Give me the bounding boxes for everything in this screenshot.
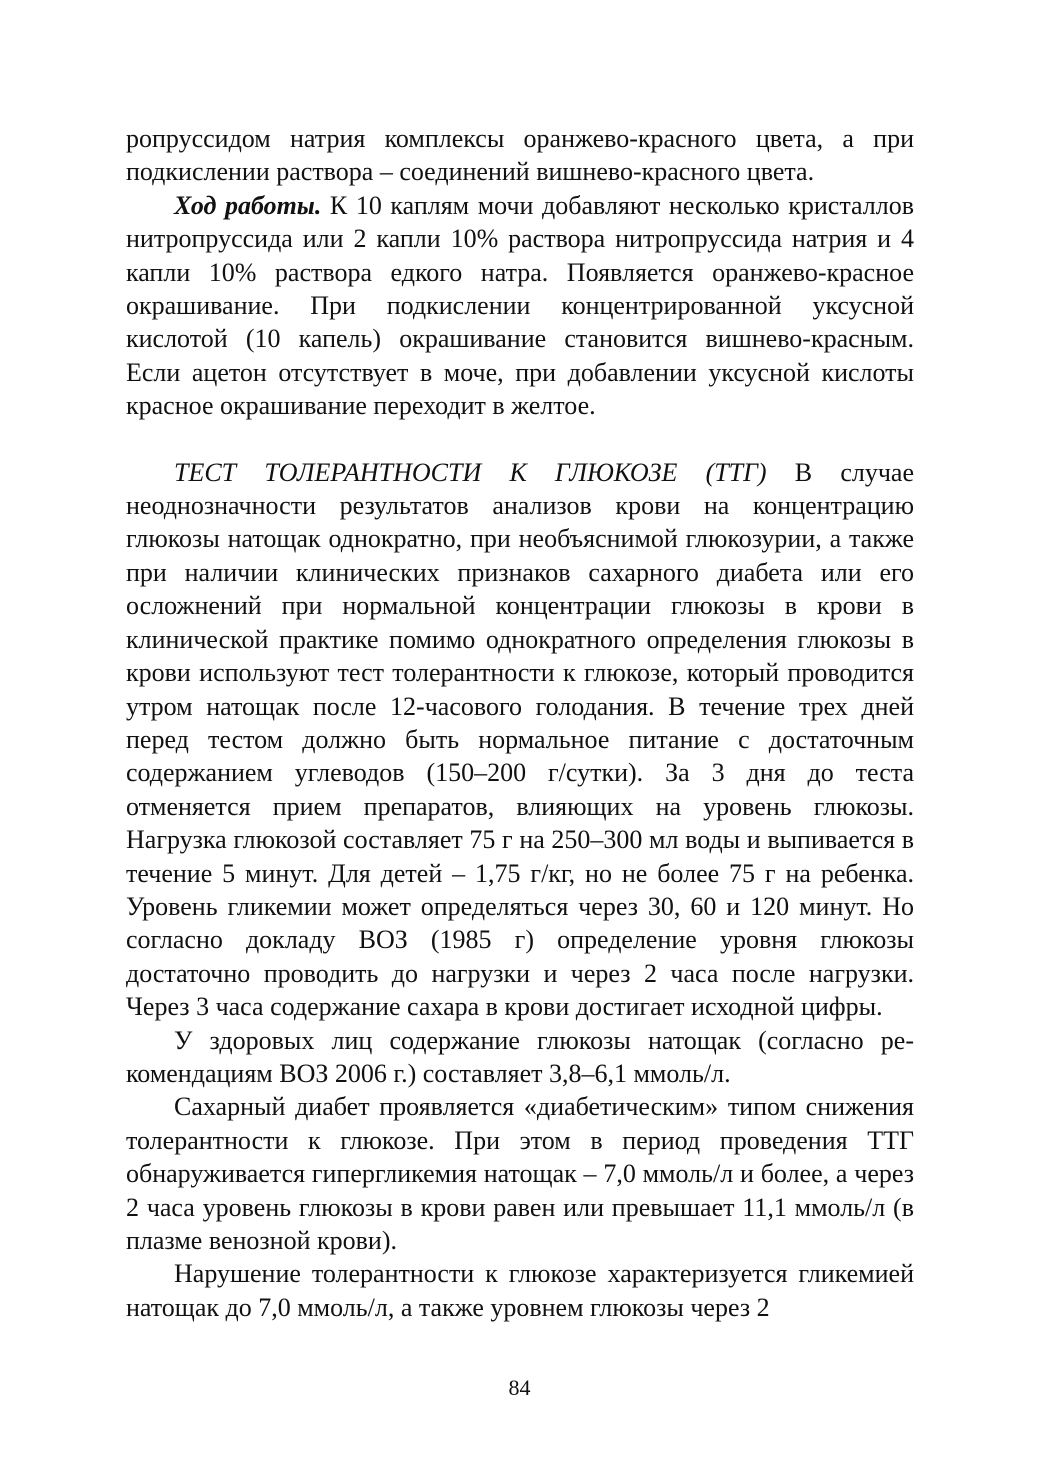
paragraph-impaired-tolerance: Нарушение толерантности к глюкозе характеризуется гликемией натощак до 7,0 ммоль/л, а также уровнем глюкозы через 2 [126, 1259, 914, 1322]
paragraph-continuation: ропруссидом натрия комплексы оранжево-красного цвета, а при подкислении раствора – соединений вишнево-красного цвета. [126, 124, 914, 187]
paragraph-procedure [126, 189, 914, 423]
page-body [126, 122, 914, 1324]
paragraph-diabetes: Сахарный диабет проявляется «диабетическим» типом снижения толерантности к глюкозе. При этом в период проведения ТТГ обнаруживается гипергликемия натощак – 7,0 ммоль/л и более, а через 2 часа уровень глюкозы в крови равен или превышает 11,1 ммоль/л (в плазме венозной крови). [126, 1092, 914, 1255]
paragraph-glucose-tolerance-test [126, 456, 914, 1024]
page-number: 84 [508, 1375, 531, 1400]
paragraph-healthy-norm: У здоровых лиц содержание глюкозы натощак (согласно рекомендациям ВОЗ 2006 г.) составляет 3,8–6,1 ммоль/л. [126, 1025, 914, 1088]
procedure-lead: Ход работы. [174, 190, 322, 220]
section-text: В случае неоднозначности результатов анализов крови на концентрацию глюкозы натощак однократно, при необъяснимой глюкозурии, а также при наличии клинических признаков сахарного диабета или его осложнений при нормальной концентрации глюкозы в крови в клинической практике помимо однократного определения глюкозы в крови используют тест толерантности к глюкозе, который проводится утром натощак после 12-часового голодания. В течение трех дней перед тестом должно быть нормальное питание с достаточным содержанием углеводов (150–200 г/сутки). За 3 дня до теста отменяется прием препаратов, влияющих на уровень глюкозы. Нагрузка глюкозой составляет 75 г на 250–300 мл воды и выпивается в течение 5 минут. Для детей – 1,75 г/кг, но не более 75 г на ребенка. Уровень гликемии может определяться через 30, 60 и 120 минут. Но согласно докладу ВОЗ (1985 г) определение уровня глюкозы достаточно проводить до нагрузки и через 2 часа после нагрузки. Через 3 часа содержание сахара в крови достигает исходной цифры. [126, 457, 914, 1022]
section-heading: ТЕСТ ТОЛЕРАНТНОСТИ К ГЛЮКОЗЕ (ТТГ) [174, 457, 767, 487]
procedure-text: К 10 каплям мочи добавляют несколько кристаллов нитропруссида или 2 капли 10% раствора нитропруссида натрия и 4 капли 10% раствора едкого натра. Появляется оранжево-красное окрашивание. При подкислении концентрированной уксусной кислотой (10 капель) окрашивание становится вишнево-красным. Если ацетон отсутствует в моче, при добавлении уксусной кислоты красное окрашивание переходит в желтое. [126, 190, 914, 421]
